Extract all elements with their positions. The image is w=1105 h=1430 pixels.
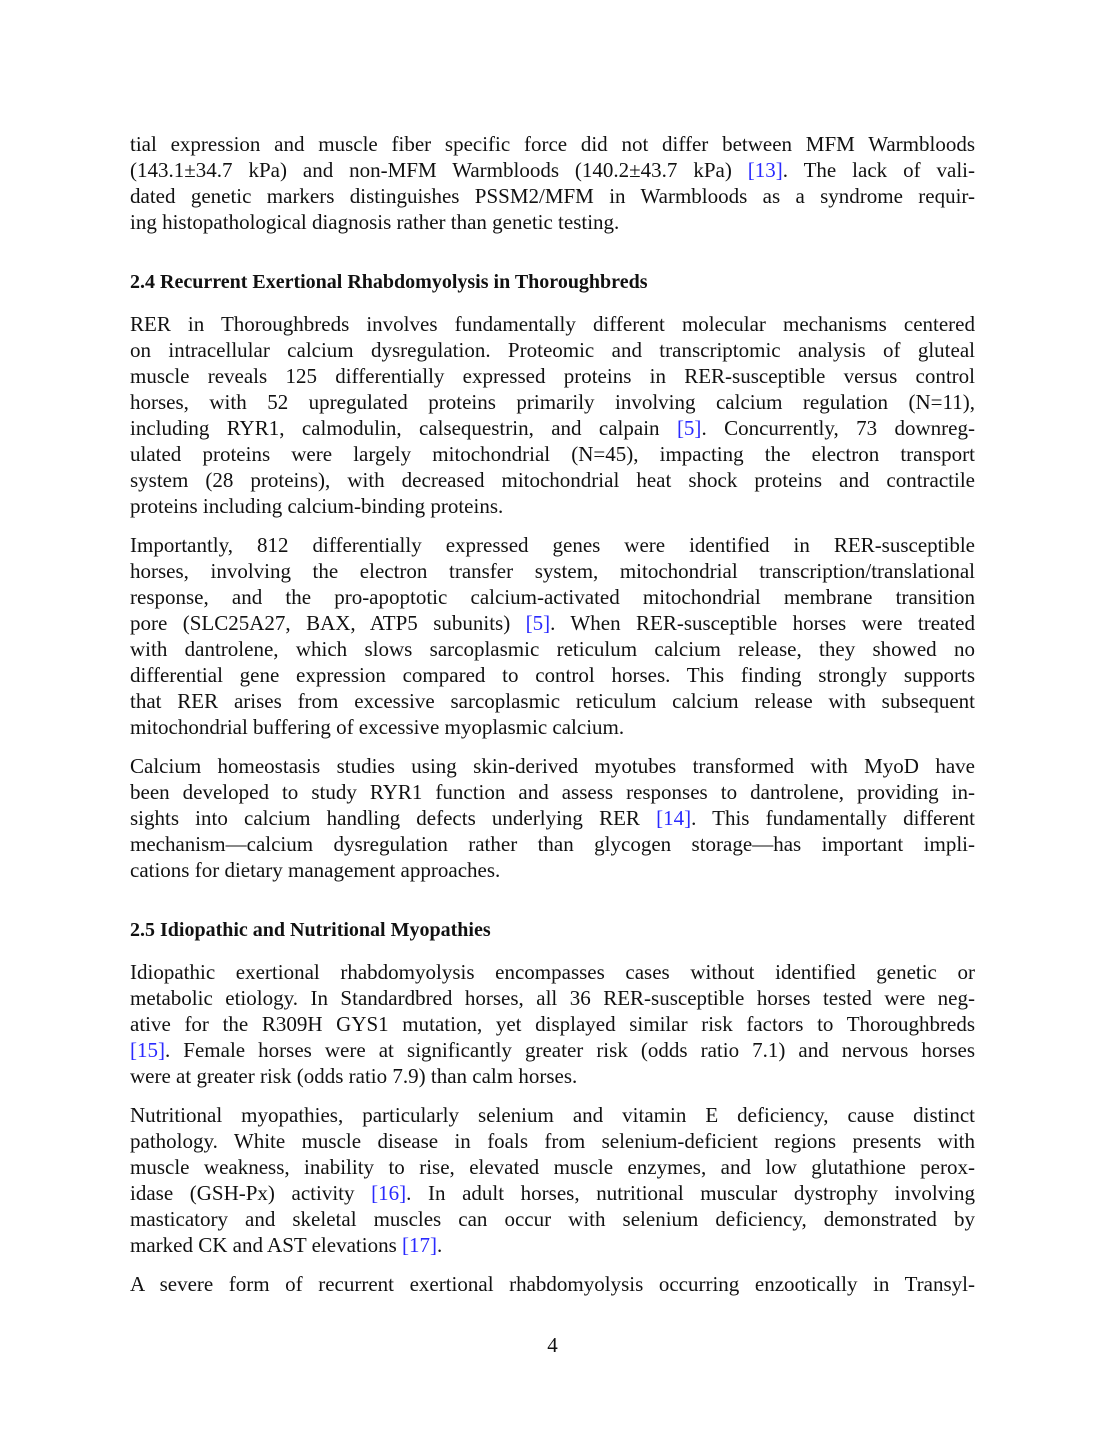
paragraph (130, 532, 975, 740)
citation-link[interactable]: [13] (747, 158, 783, 182)
text-run: mechanism—calcium dysregulation rather than glycogen storage—has important impli- (130, 832, 975, 856)
page-body (130, 131, 975, 1310)
text-run: . This fundamentally different (691, 806, 975, 830)
text-run: muscle weakness, inability to rise, elevated muscle enzymes, and low glutathione perox- (130, 1155, 975, 1179)
text-run: (143.1±34.7 kPa) and non-MFM Warmbloods (140.2±43.7 kPa) (130, 158, 748, 182)
text-line (130, 183, 975, 209)
text-run: sights into calcium handling defects underlying RER (130, 806, 657, 830)
text-run: . When RER-susceptible horses were treated (550, 611, 975, 635)
section-heading: 2.5 Idiopathic and Nutritional Myopathies (130, 919, 491, 941)
text-run: proteins including calcium-binding proteins. (130, 494, 504, 518)
text-line (130, 753, 975, 779)
text-line (130, 493, 975, 519)
text-run: on intracellular calcium dysregulation. Proteomic and transcriptomic analysis of gluteal (130, 338, 975, 362)
text-line (130, 1271, 975, 1297)
citation-link[interactable]: [17] (402, 1233, 437, 1257)
text-line (130, 467, 975, 493)
text-line (130, 337, 975, 363)
text-run: tial expression and muscle fiber specific force did not differ between MFM Warmbloods (130, 132, 975, 156)
text-run: response, and the pro-apoptotic calcium-activated mitochondrial membrane transition (130, 585, 975, 609)
text-line (130, 779, 975, 805)
text-line (130, 1037, 975, 1063)
text-line (130, 831, 975, 857)
text-line (130, 688, 975, 714)
text-run: . The lack of vali- (782, 158, 975, 182)
text-run: metabolic etiology. In Standardbred horses, all 36 RER-susceptible horses tested were neg- (130, 986, 975, 1010)
text-run: system (28 proteins), with decreased mitochondrial heat shock proteins and contractile (130, 468, 975, 492)
text-run: Calcium homeostasis studies using skin-derived myotubes transformed with MyoD have (130, 754, 975, 778)
text-line (130, 1128, 975, 1154)
text-line (130, 131, 975, 157)
text-run: including RYR1, calmodulin, calsequestrin, and calpain (130, 416, 677, 440)
text-line (130, 1180, 975, 1206)
text-line (130, 441, 975, 467)
text-line (130, 363, 975, 389)
text-run: dated genetic markers distinguishes PSSM2/MFM in Warmbloods as a syndrome requir- (130, 184, 975, 208)
text-run: masticatory and skeletal muscles can occur with selenium deficiency, demonstrated by (130, 1207, 975, 1231)
text-line (130, 1011, 975, 1037)
text-run: cations for dietary management approaches. (130, 858, 501, 882)
paragraph (130, 311, 975, 519)
paragraph (130, 1102, 975, 1258)
text-run: Idiopathic exertional rhabdomyolysis encompasses cases without identified genetic or (130, 960, 975, 984)
text-run: were at greater risk (odds ratio 7.9) than calm horses. (130, 1064, 578, 1088)
text-run: mitochondrial buffering of excessive myoplasmic calcium. (130, 715, 625, 739)
text-run: with dantrolene, which slows sarcoplasmic reticulum calcium release, they showed no (130, 637, 975, 661)
text-line (130, 532, 975, 558)
text-run: . In adult horses, nutritional muscular dystrophy involving (406, 1181, 975, 1205)
text-run: idase (GSH-Px) activity (130, 1181, 372, 1205)
section-section-2-4 (130, 269, 975, 883)
section-section-2-5 (130, 917, 975, 1297)
text-run: Nutritional myopathies, particularly selenium and vitamin E deficiency, cause distinct (130, 1103, 975, 1127)
text-run: ing histopathological diagnosis rather than genetic testing. (130, 210, 620, 234)
text-line (130, 959, 975, 985)
text-line (130, 1206, 975, 1232)
text-line (130, 389, 975, 415)
citation-link[interactable]: [16] (371, 1181, 407, 1205)
citation-link[interactable]: [15] (130, 1038, 165, 1062)
text-line (130, 1063, 975, 1089)
section-continuation (130, 131, 975, 235)
paragraph (130, 131, 975, 235)
citation-link[interactable]: [14] (656, 806, 692, 830)
citation-link[interactable]: [5] (525, 611, 551, 635)
text-line (130, 714, 975, 740)
text-run: been developed to study RYR1 function and assess responses to dantrolene, providing in- (130, 780, 975, 804)
paragraph (130, 959, 975, 1089)
text-run: . Concurrently, 73 downreg- (701, 416, 975, 440)
text-run: marked CK and AST elevations (130, 1233, 402, 1257)
section-heading: 2.4 Recurrent Exertional Rhabdomyolysis in Thoroughbreds (130, 271, 648, 293)
text-line (130, 985, 975, 1011)
text-line (130, 805, 975, 831)
page-number: 4 (547, 1333, 558, 1357)
text-line (130, 584, 975, 610)
text-run: . Female horses were at significantly greater risk (odds ratio 7.1) and nervous horses (165, 1038, 975, 1062)
text-line (130, 662, 975, 688)
text-run: horses, involving the electron transfer system, mitochondrial transcription/translational (130, 559, 975, 583)
text-run: muscle reveals 125 differentially expressed proteins in RER-susceptible versus control (130, 364, 975, 388)
text-line (130, 1232, 975, 1258)
text-run: pore (SLC25A27, BAX, ATP5 subunits) (130, 611, 526, 635)
text-line (130, 311, 975, 337)
citation-link[interactable]: [5] (676, 416, 702, 440)
text-line (130, 558, 975, 584)
paragraph (130, 1271, 975, 1297)
text-run: horses, with 52 upregulated proteins primarily involving calcium regulation (N=11), (130, 390, 975, 414)
text-run: ulated proteins were largely mitochondrial (N=45), impacting the electron transport (130, 442, 975, 466)
text-line (130, 636, 975, 662)
paragraph (130, 753, 975, 883)
text-run: differential gene expression compared to control horses. This finding strongly supports (130, 663, 975, 687)
text-line (130, 1102, 975, 1128)
text-run: that RER arises from excessive sarcoplasmic reticulum calcium release with subsequent (130, 689, 975, 713)
text-line (130, 610, 975, 636)
text-run: Importantly, 812 differentially expressed genes were identified in RER-susceptible (130, 533, 975, 557)
text-run: RER in Thoroughbreds involves fundamentally different molecular mechanisms centered (130, 312, 975, 336)
text-line (130, 209, 975, 235)
text-run: pathology. White muscle disease in foals from selenium-deficient regions presents with (130, 1129, 975, 1153)
text-line (130, 1154, 975, 1180)
text-run: . (437, 1233, 443, 1257)
text-run: ative for the R309H GYS1 mutation, yet displayed similar risk factors to Thoroughbreds (130, 1012, 975, 1036)
text-line (130, 857, 975, 883)
text-line (130, 157, 975, 183)
text-line (130, 415, 975, 441)
text-run: A severe form of recurrent exertional rhabdomyolysis occurring enzootically in Transyl- (130, 1272, 975, 1296)
